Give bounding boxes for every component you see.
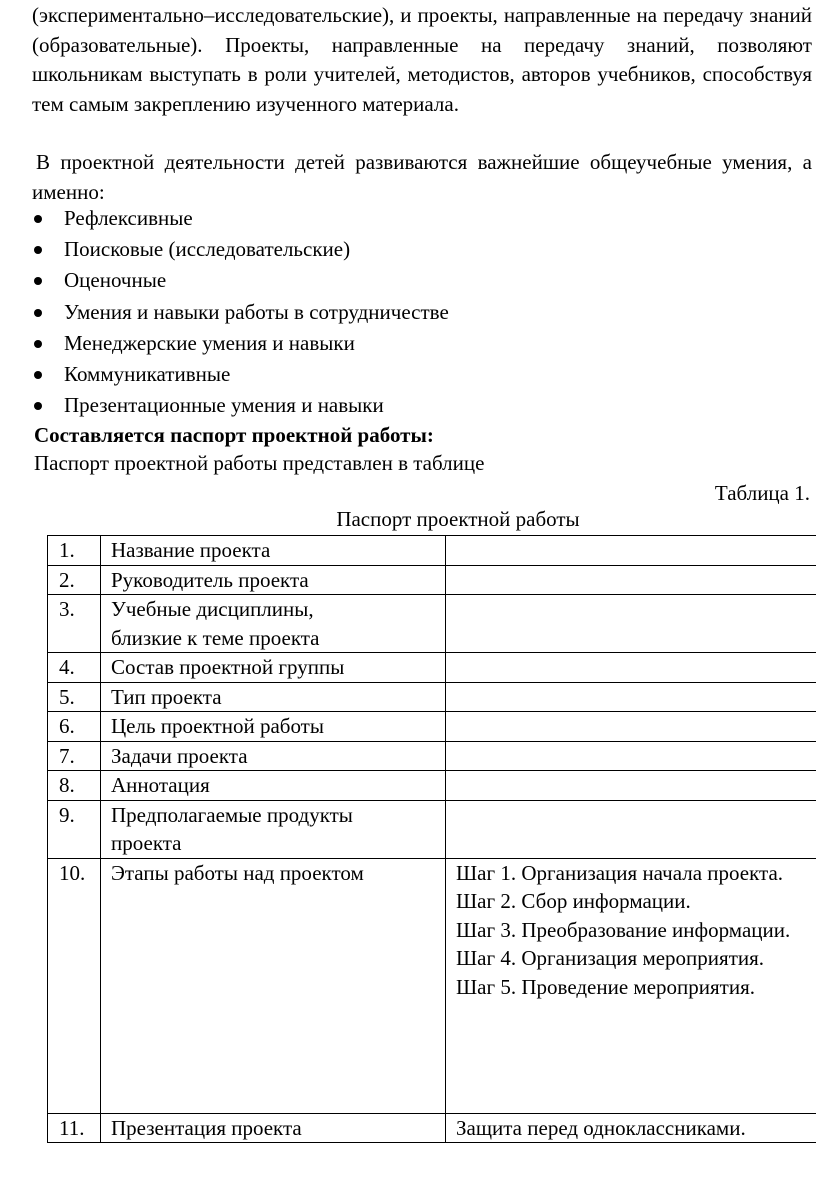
row-number: 8. [48, 771, 101, 801]
paragraph-project-types: (экспериментально–исследовательские), и проекты, направленные на передачу знаний (образовательные). Проекты, направленные на передачу знаний, позволяют школьникам выступать в роли учителей, методистов, авторов учебников, способствуя тем самым закреплению изученного материала. [32, 3, 812, 116]
row-number: 7. [48, 741, 101, 771]
bullet-icon [34, 371, 42, 379]
stage-step: Шаг 5. Проведение мероприятия. [456, 974, 755, 999]
table-row [48, 712, 816, 742]
row-number: 10. [48, 858, 101, 1113]
bullet-icon [34, 246, 42, 254]
row-field-name: Этапы работы над проектом [101, 858, 446, 1113]
paragraph-skills-intro: В проектной деятельности детей развиваются важнейшие общеучебные умения, а именно: [32, 150, 812, 204]
table-row [48, 858, 816, 1113]
row-field-name: Состав проектной группы [101, 653, 446, 683]
row-field-name: Тип проекта [101, 682, 446, 712]
row-number: 3. [48, 595, 101, 653]
list-item: Презентационные умения и навыки [32, 390, 449, 421]
row-number: 9. [48, 800, 101, 858]
row-number: 6. [48, 712, 101, 742]
stage-step: Шаг 2. Сбор информации. [456, 889, 691, 913]
table-row [48, 595, 816, 653]
list-item: Рефлексивные [32, 203, 449, 234]
table-intro: Паспорт проектной работы представлен в таблице [34, 451, 485, 475]
skills-list [32, 203, 449, 421]
stage-step: Шаг 3. Преобразование информации. [456, 917, 791, 942]
list-item: Коммуникативные [32, 359, 449, 390]
table-row [48, 682, 816, 712]
row-field-name: Задачи проекта [101, 741, 446, 771]
table-row [48, 653, 816, 683]
bullet-icon [34, 215, 42, 223]
row-field-value [446, 741, 816, 771]
list-item: Менеджерские умения и навыки [32, 328, 449, 359]
list-item: Поисковые (исследовательские) [32, 234, 449, 265]
list-item: Умения и навыки работы в сотрудничестве [32, 297, 449, 328]
bullet-icon [34, 402, 42, 410]
stage-step: Шаг 1. Организация начала проекта. [456, 860, 784, 885]
row-field-value [446, 565, 816, 595]
bullet-icon [34, 340, 42, 348]
row-field-name: Название проекта [101, 536, 446, 566]
list-item: Оценочные [32, 265, 449, 296]
row-number: 5. [48, 682, 101, 712]
row-field-value [446, 800, 816, 858]
row-field-value [446, 1113, 816, 1143]
row-number: 1. [48, 536, 101, 566]
row-field-name: Учебные дисциплины, близкие к теме проекта [101, 595, 446, 653]
section-heading: Составляется паспорт проектной работы: [34, 423, 434, 447]
table-row [48, 536, 816, 566]
row-number: 11. [48, 1113, 101, 1143]
table-row [48, 771, 816, 801]
table-caption: Паспорт проектной работы [336, 507, 580, 531]
table-number-label: Таблица 1. [714, 481, 810, 505]
row-field-name: Руководитель проекта [101, 565, 446, 595]
row-field-name: Цель проектной работы [101, 712, 446, 742]
row-field-value [446, 595, 816, 653]
row-field-value [446, 712, 816, 742]
row-field-value [446, 536, 816, 566]
bullet-icon [34, 309, 42, 317]
bullet-icon [34, 277, 42, 285]
row-field-value [446, 653, 816, 683]
table-row [48, 800, 816, 858]
table-row [48, 1113, 816, 1143]
stage-step: Шаг 4. Организация мероприятия. [456, 946, 765, 970]
table-row [48, 741, 816, 771]
row-field-value [446, 858, 816, 1113]
table-row [48, 565, 816, 595]
presentation-value: Защита перед одноклассниками. [456, 1115, 746, 1140]
row-field-name: Предполагаемые продукты проекта [101, 800, 446, 858]
row-field-name: Презентация проекта [101, 1113, 446, 1143]
row-field-value [446, 682, 816, 712]
row-field-value [446, 771, 816, 801]
row-number: 2. [48, 565, 101, 595]
row-number: 4. [48, 653, 101, 683]
project-passport-table [47, 535, 816, 1143]
row-field-name: Аннотация [101, 771, 446, 801]
